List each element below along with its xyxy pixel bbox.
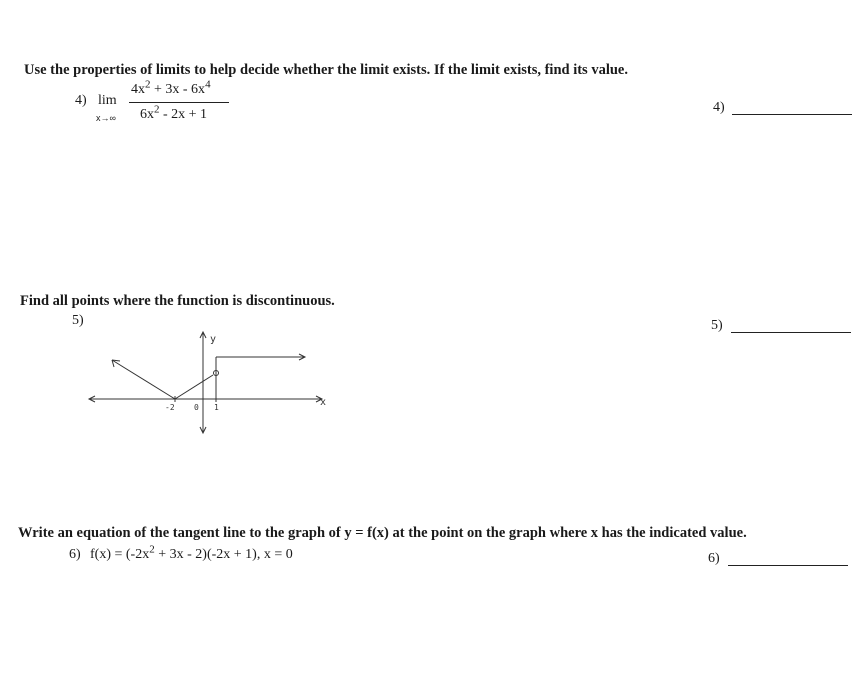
y-axis-label: y [210, 334, 217, 345]
tick-0-label: 0 [194, 403, 199, 412]
tick-neg2-label: -2 [165, 403, 175, 412]
discontinuity-instruction: Find all points where the function is discontinuous. [20, 293, 335, 309]
answer-6-label: 6) [708, 551, 720, 566]
x-axis-label: x [320, 397, 327, 408]
lim-subscript: x→∞ [96, 113, 116, 123]
answer-4-label: 4) [713, 100, 725, 115]
answer-6-blank[interactable] [728, 565, 848, 566]
limit-numerator: $4x^2 + 3x - 6x^4$ [131, 78, 211, 97]
tangent-instruction: Write an equation of the tangent line to the graph of y = f(x) at the point on the graph where x has the indicated value. [18, 525, 747, 541]
rising-segment [175, 375, 213, 399]
tick-1-label: 1 [214, 403, 219, 412]
answer-5-label: 5) [711, 318, 723, 333]
problem-5-number: 5) [72, 313, 84, 328]
problem-6-expression: $f(x) = (-2x^2 + 3x - 2)(-2x + 1)$, x = 0 [90, 543, 293, 562]
lim-word: lim [98, 93, 117, 108]
left-segment [112, 360, 175, 399]
problem-4-number: 4) [75, 93, 87, 108]
problem-6-number: 6) [69, 547, 81, 562]
limits-instruction: Use the properties of limits to help decide whether the limit exists. If the limit exists, find its value. [24, 62, 628, 78]
limit-denominator: $6x^2 - 2x + 1$ [140, 103, 208, 122]
